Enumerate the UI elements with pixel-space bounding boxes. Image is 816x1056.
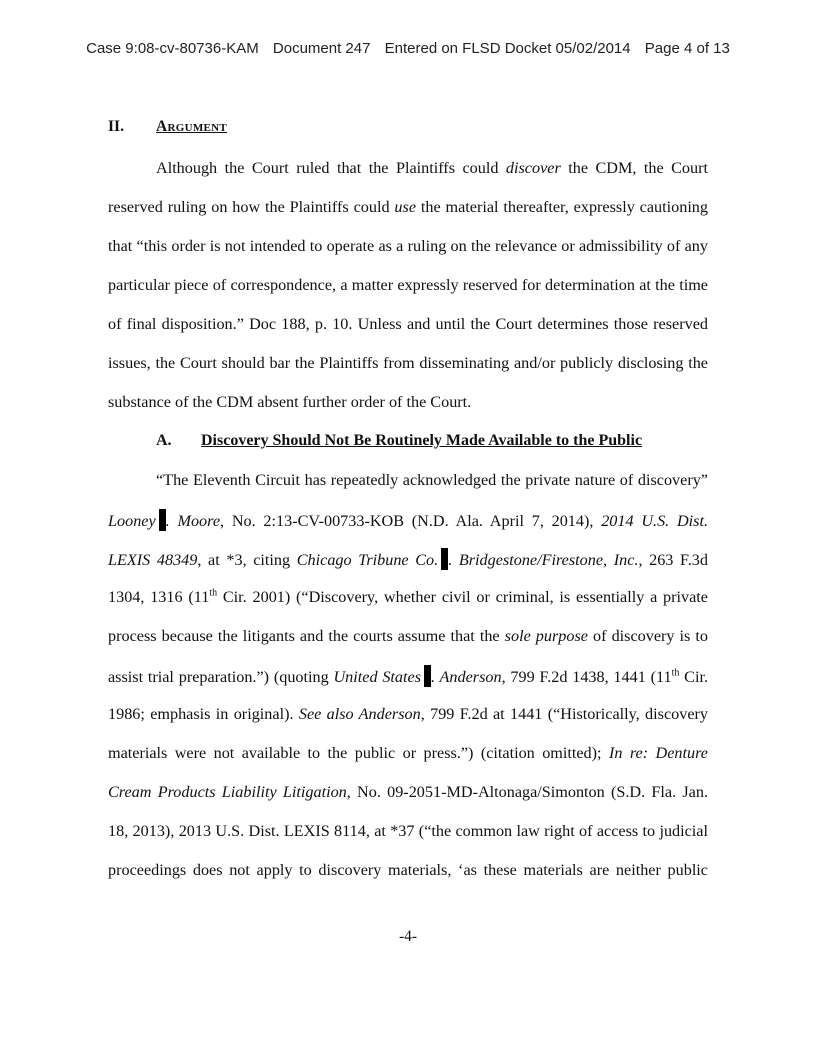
subsection-number: A. (156, 432, 172, 449)
p2-line-3: LEXIS 48349, at *3, citing Chicago Tribune Co. . Bridgestone/Firestone, Inc., 263 F.3d (108, 548, 708, 570)
page-number: -4- (398, 928, 418, 945)
p2-line-5: process because the litigants and the courts assume that the sole purpose of discovery is to (108, 627, 708, 645)
p2-line-1: “The Eleventh Circuit has repeatedly acknowledged the private nature of discovery” (156, 471, 708, 489)
p2-line-6: assist trial preparation.”) (quoting United States . Anderson, 799 F.2d 1438, 1441 (11th Cir. (108, 665, 708, 687)
section-number: II. (108, 118, 124, 135)
p1-line-5: of final disposition.” Doc 188, p. 10. Unless and until the Court determines those reserved (108, 315, 708, 333)
docket-entry: Entered on FLSD Docket 05/02/2014 (384, 40, 631, 57)
p2-line-9: Cream Products Liability Litigation, No. 09-2051-MD-Altonaga/Simonton (S.D. Fla. Jan. (108, 783, 708, 801)
p2-line-10: 18, 2013), 2013 U.S. Dist. LEXIS 8114, at *37 (“the common law right of access to judicial (108, 822, 708, 840)
p1-line-1: Although the Court ruled that the Plaintiffs could discover the CDM, the Court (156, 159, 708, 177)
section-heading (108, 118, 227, 136)
page-of-total: Page 4 of 13 (644, 40, 730, 57)
p1-line-2: reserved ruling on how the Plaintiffs could use the material thereafter, expressly cautioning (108, 198, 708, 216)
p2-line-7: 1986; emphasis in original). See also Anderson, 799 F.2d at 1441 (“Historically, discovery (108, 705, 708, 723)
case-number: Case 9:08-cv-80736-KAM (86, 40, 259, 57)
docket-header (0, 40, 816, 57)
subsection-heading (156, 432, 642, 450)
p1-line-7: substance of the CDM absent further order of the Court. (108, 393, 472, 411)
section-title: Argument (156, 118, 228, 135)
p1-line-3: that “this order is not intended to operate as a ruling on the relevance or admissibility of any (108, 237, 708, 255)
p1-line-4: particular piece of correspondence, a matter expressly reserved for determination at the time (108, 276, 708, 294)
document-number: Document 247 (272, 40, 371, 57)
redaction-bar (424, 665, 431, 687)
p1-line-6: issues, the Court should bar the Plaintiffs from disseminating and/or publicly disclosing the (108, 354, 708, 372)
p2-line-8: materials were not available to the public or press.”) (citation omitted); In re: Denture (108, 744, 708, 762)
subsection-title: Discovery Should Not Be Routinely Made Available to the Public (201, 432, 643, 449)
p2-line-4: 1304, 1316 (11th Cir. 2001) (“Discovery, whether civil or criminal, is essentially a private (108, 587, 708, 606)
redaction-bar (159, 509, 166, 531)
p2-line-2: Looney . Moore, No. 2:13-CV-00733-KOB (N.D. Ala. April 7, 2014), 2014 U.S. Dist. (108, 509, 708, 531)
p2-line-11: proceedings does not apply to discovery materials, ‘as these materials are neither public (108, 861, 708, 879)
